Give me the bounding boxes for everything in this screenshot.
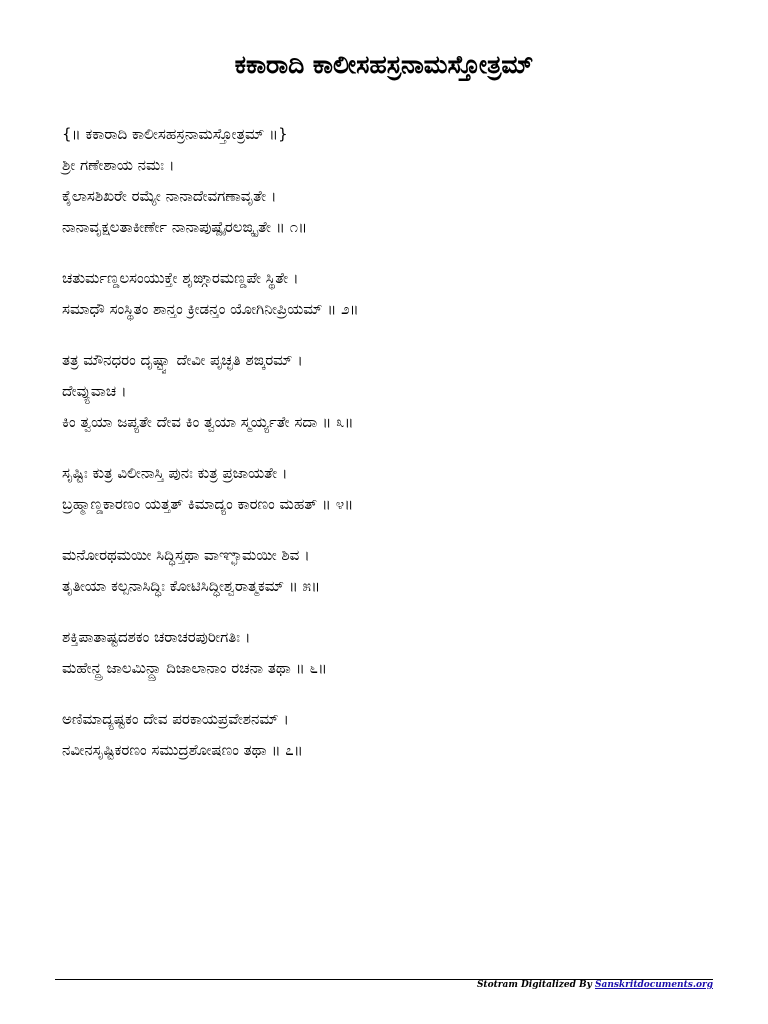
footer-credit: [477, 980, 713, 990]
stanza: [62, 709, 722, 760]
page-title: ಕಕಾರಾದಿ ಕಾಲೀಸಹಸ್ರನಾಮಸ್ತೋತ್ರಮ್: [234, 50, 534, 79]
footer-prefix: Stotram Digitalized By: [476, 980, 595, 990]
verse-line: ಶ್ರೀ ಗಣೇಶಾಯ ನಮಃ ।: [62, 156, 175, 174]
stanza: [62, 124, 722, 237]
verse-line: ಅಣಿಮಾದ್ಯಷ್ಟಕಂ ದೇವ ಪರಕಾಯಪ್ರವೇಶನಮ್ ।: [62, 710, 289, 728]
verse-line: ತತ್ರ ಮೌನಧರಂ ದೃಷ್ಟ್ವಾ ದೇವೀ ಪೃಚ್ಛತಿ ಶಙ್ಕರಮ್ ।: [62, 351, 303, 369]
stanza: [62, 627, 722, 678]
verse-line: ಚತುರ್ಮಣ್ಡಲಸಂಯುಕ್ತೇ ಶೃಙ್ಗಾರಮಣ್ಡಪೇ ಸ್ಥಿತೇ ।: [62, 269, 299, 287]
verse-line: ದೇವ್ಯುವಾಚ ।: [62, 382, 127, 400]
stanza: [62, 463, 722, 514]
verse-line: ಸೃಷ್ಟಿಃ ಕುತ್ರ ವಿಲೀನಾಸ್ತಿ ಪುನಃ ಕುತ್ರ ಪ್ರಜಾಯತೇ ।: [62, 464, 288, 482]
verse-body: [62, 124, 722, 791]
verse-line: ಕಿಂ ತ್ವಯಾ ಜಪ್ಯತೇ ದೇವ ಕಿಂ ತ್ವಯಾ ಸ್ಮರ್ಯ್ಯತೇ ಸದಾ ॥ ೩॥: [62, 413, 354, 431]
verse-line: ತೃತೀಯಾ ಕಲ್ಪನಾಸಿದ್ಧಿಃ ಕೋಟಿಸಿದ್ಧೀಶ್ವರಾತ್ಮಕಮ್ ॥ ೫॥: [62, 577, 321, 595]
verse-line: ಶಕ್ತಿಪಾತಾಷ್ಟದಶಕಂ ಚರಾಚರಪುರೀಗತಿಃ ।: [62, 628, 251, 646]
footer-link[interactable]: Sanskritdocuments.org: [594, 980, 713, 990]
verse-line: ನವೀನಸೃಷ್ಟಿಕರಣಂ ಸಮುದ್ರಶೋಷಣಂ ತಥಾ ॥ ೭॥: [62, 741, 303, 759]
verse-line: ಕೈಲಾಸಶಿಖರೇ ರಮ್ಯೇ ನಾನಾದೇವಗಣಾವೃತೇ ।: [62, 187, 277, 205]
verse-line: ಬ್ರಹ್ಮಾಣ್ಡಕಾರಣಂ ಯತ್ತತ್ ಕಿಮಾದ್ಯಂ ಕಾರಣಂ ಮಹತ್ ॥ ೪॥: [62, 495, 354, 513]
stanza: [62, 545, 722, 596]
verse-line: ಮನೋರಥಮಯೀ ಸಿದ್ಧಿಸ್ತಥಾ ವಾಞ್ಛಾಮಯೀ ಶಿವ ।: [62, 546, 310, 564]
verse-line: ಮಹೇನ್ದ್ರ ಜಾಲಮಿನ್ದ್ರಾ ದಿಜಾಲಾನಾಂ ರಚನಾ ತಥಾ ॥ ೬॥: [62, 659, 328, 677]
verse-line: ನಾನಾವೃಕ್ಷಲತಾಕೀರ್ಣೇ ನಾನಾಪುಷ್ಪೈರಲಙ್ಕೃತೇ ॥ ೧॥: [62, 218, 308, 236]
stanza: [62, 268, 722, 319]
verse-line: ಸಮಾಧೌ ಸಂಸ್ಥಿತಂ ಶಾನ್ತಂ ಕ್ರೀಡನ್ತಂ ಯೋಗಿನೀಪ್ರಿಯಮ್ ॥ ೨॥: [62, 300, 359, 318]
verse-line: {॥ ಕಕಾರಾದಿ ಕಾಲೀಸಹಸ್ರನಾಮಸ್ತೋತ್ರಮ್ ॥}: [62, 125, 288, 143]
stanza: [62, 350, 722, 432]
